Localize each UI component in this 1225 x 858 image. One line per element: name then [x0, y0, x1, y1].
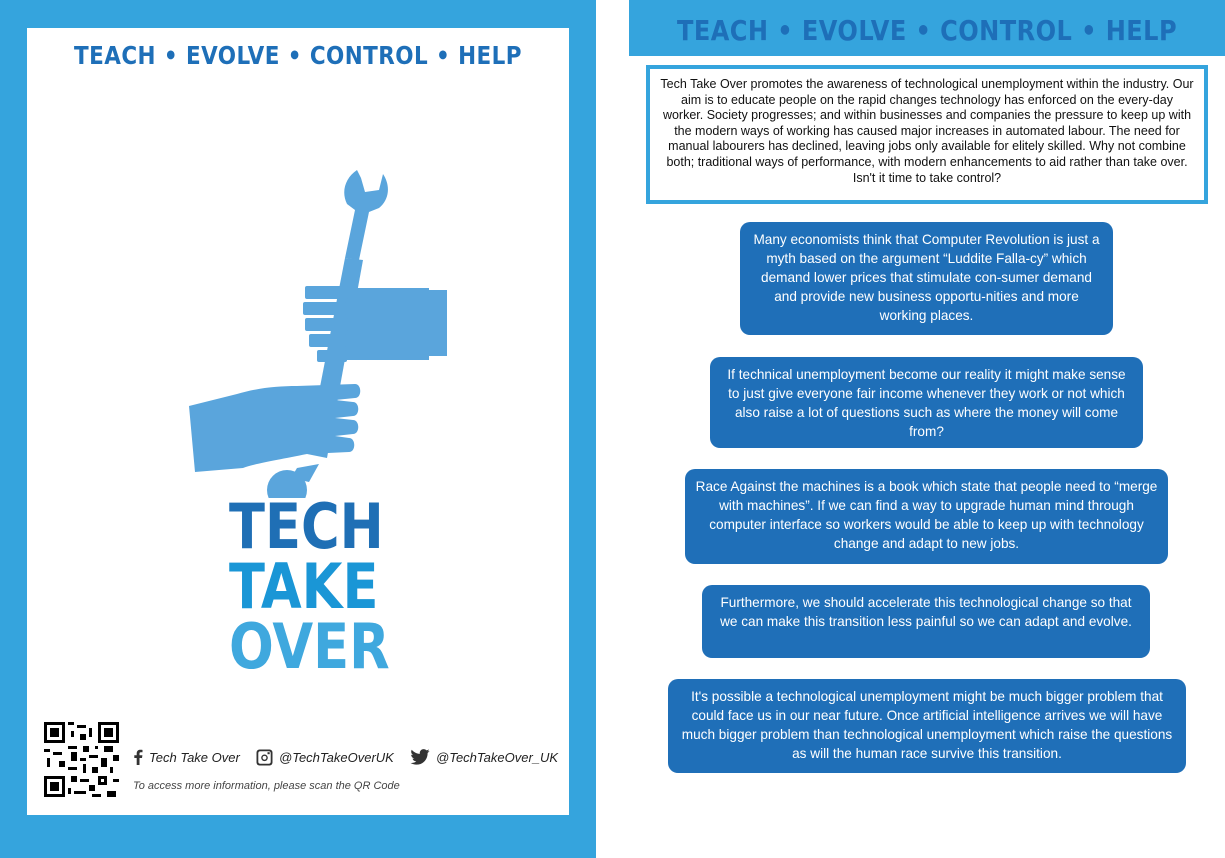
qr-code[interactable]	[44, 722, 119, 797]
info-bubble: Furthermore, we should accelerate this technological change so that we can make this transition less painful so we can adapt and evolve.	[702, 585, 1150, 658]
poster-tagline: TEACH • EVOLVE • CONTROL • HELP	[74, 41, 522, 70]
twitter-link[interactable]	[410, 749, 558, 765]
title-tech: TECH	[229, 490, 384, 563]
instagram-handle: @TechTakeOverUK	[279, 750, 394, 765]
instagram-icon	[256, 749, 273, 766]
facebook-icon	[133, 749, 143, 765]
info-bubble: It's possible a technological unemployment might be much bigger problem that could face us in our near future. Once artificial intelligence arrives we will have much bigger problem than technological unemployment which raise the questions as will the human race survive this transition.	[668, 679, 1186, 773]
poster-page	[27, 28, 569, 815]
info-bubble: If technical unemployment become our reality it might make sense to just give everyone fair income whenever they work or not which also raise a lot of questions such as where the money will come from?	[710, 357, 1143, 448]
title-over: OVER	[229, 610, 390, 683]
wrench-hand-logo	[157, 168, 447, 498]
title-take: TAKE	[229, 550, 379, 623]
poster-frame	[0, 0, 596, 858]
twitter-icon	[410, 749, 430, 765]
facebook-handle: Tech Take Over	[149, 749, 240, 765]
info-bubble: Many economists think that Computer Revolution is just a myth based on the argument “Luddite Falla-cy” which demand lower prices that stimulate con-sumer demand and provide new business opportu-nities and more working places.	[740, 222, 1113, 335]
instagram-link[interactable]	[256, 749, 394, 766]
info-header	[629, 0, 1225, 56]
facebook-link[interactable]	[133, 749, 240, 765]
info-bubble: Race Against the machines is a book which state that people need to “merge with machines”. If we can find a way to upgrade human mind through computer interface so workers would be able to keep up with technology change and adapt to new jobs.	[685, 469, 1168, 564]
twitter-handle: @TechTakeOver_UK	[436, 749, 559, 765]
intro-box: Tech Take Over promotes the awareness of technological unemployment within the industry. Our aim is to educate people on the rapid changes technology has enforced on the every-day worker. Society progresses; and within businesses and companies the pressure to keep up with the modern ways of working has caused major increases in automated labour. The need for manual labourers has declined, leaving jobs only available for elitely skilled. Why not combine both; traditional ways of performance, with modern enhancements to aid rather than take over. Isn't it time to take control?	[646, 65, 1208, 204]
qr-note: To access more information, please scan the QR Code	[133, 780, 400, 792]
info-tagline: TEACH • EVOLVE • CONTROL • HELP	[676, 14, 1178, 47]
